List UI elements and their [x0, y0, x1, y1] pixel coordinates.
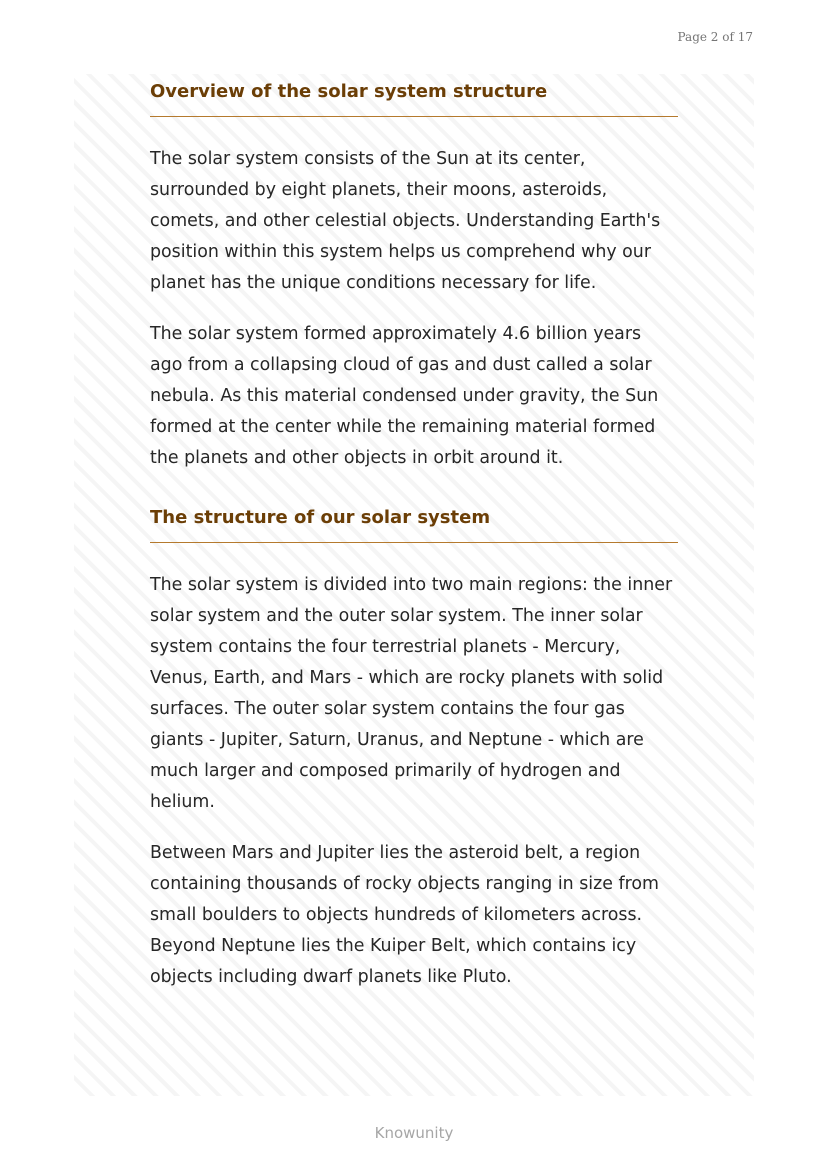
section-heading: The structure of our solar system	[150, 505, 678, 543]
paragraph: The solar system formed approximately 4.6 billion years ago from a collapsing cloud of gas and dust called a solar nebula. As this material condensed under gravity, the Sun formed at the center while the remaining material formed the planets and other objects in orbit around it.	[150, 324, 659, 468]
page-number: Page 2 of 17	[677, 30, 753, 44]
paragraph: The solar system consists of the Sun at its center, surrounded by eight planets, their moons, asteroids, comets, and other celestial objects. Understanding Earth's position within this system helps us comprehend why our planet has the unique conditions necessary for life.	[150, 149, 661, 293]
section-heading: Overview of the solar system structure	[150, 79, 678, 117]
paragraph: Between Mars and Jupiter lies the asteroid belt, a region containing thousands of rocky objects ranging in size from small boulders to objects hundreds of kilometers across. Beyond Neptune lies the Kuiper Belt, which contains icy objects including dwarf planets like Pluto.	[150, 843, 659, 987]
paragraph: The solar system is divided into two main regions: the inner solar system and the outer solar system. The inner solar system contains the four terrestrial planets - Mercury, Venus, Earth, and Mars - which are rocky planets with solid surfaces. The outer solar system contains the four gas giants - Jupiter, Saturn, Uranus, and Neptune - which are much larger and composed primarily of hydrogen and helium.	[150, 575, 673, 812]
section-overview	[150, 79, 678, 474]
page-content	[150, 79, 678, 993]
footer-brand: Knowunity	[374, 1124, 454, 1142]
section-structure	[150, 505, 678, 993]
